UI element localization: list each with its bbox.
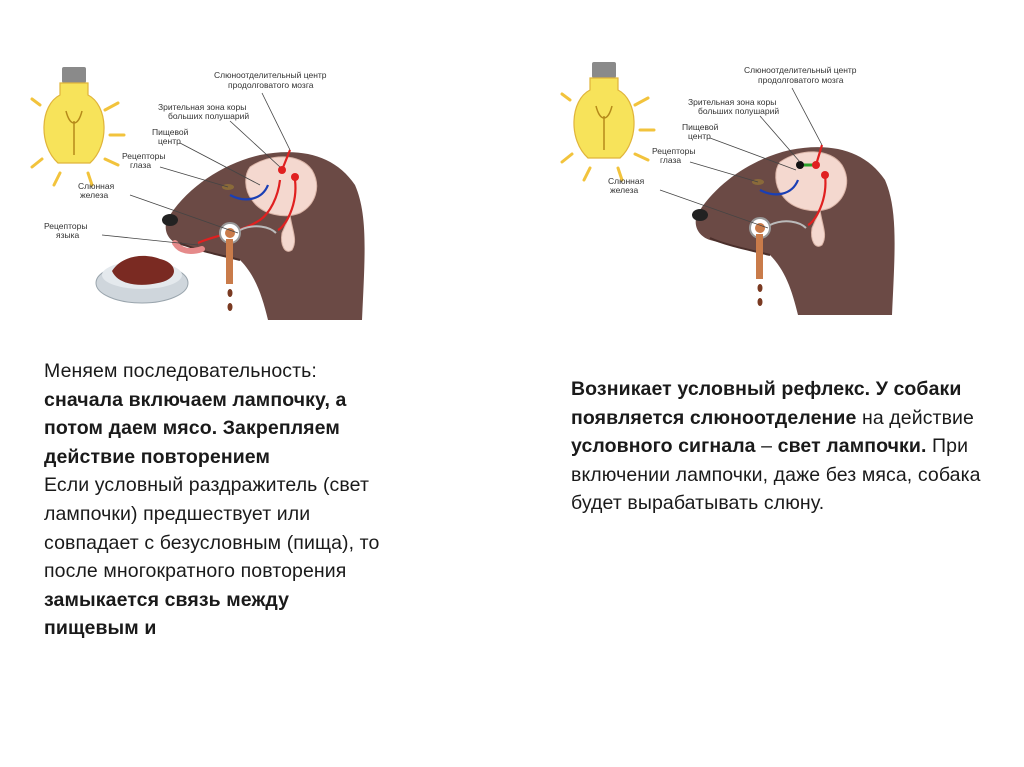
label-salivary-center: Слюноотделительный центр: [214, 70, 327, 80]
dog-head: [692, 147, 895, 315]
meat-bowl: [96, 256, 188, 303]
right-text-b1: Возникает условный рефлекс. У собаки появляется слюноотделение: [571, 378, 962, 429]
label-eye-receptors-2: глаза: [130, 160, 152, 170]
label-salivary-center-2: продолговатого мозга: [228, 80, 314, 90]
right-description: [571, 375, 991, 518]
visual-zone-node: [796, 161, 804, 169]
label-eye-receptors: Рецепторы: [652, 146, 696, 156]
left-text-p1: Меняем последовательность:: [44, 360, 317, 382]
label-tongue-receptors-2: языка: [56, 230, 80, 240]
left-description: [44, 357, 384, 643]
label-visual-zone: Зрительная зона коры: [688, 97, 777, 107]
food-center-node: [278, 166, 286, 174]
light-bulb-icon: [32, 67, 124, 185]
label-salivary-gland-2: железа: [80, 190, 109, 200]
label-visual-zone: Зрительная зона коры: [158, 102, 247, 112]
label-salivary-gland: Слюнная: [78, 181, 115, 191]
left-text-p2: Если условный раздражитель (свет лампочки) предшествует или совпадает с безусловным (пища), то после многократного повторения: [44, 474, 380, 583]
dog-head: [162, 152, 365, 320]
label-salivary-gland: Слюнная: [608, 176, 645, 186]
label-food-center-2: центр: [688, 131, 711, 141]
right-text-t2: –: [755, 435, 778, 458]
diagram-svg: [560, 50, 900, 320]
salivary-center-node: [821, 171, 829, 179]
right-text-b2: условного сигнала: [571, 435, 756, 458]
label-visual-zone-2: больших полушарий: [168, 111, 250, 121]
dog-diagram-unconditioned: [30, 55, 370, 325]
label-eye-receptors-2: глаза: [660, 155, 682, 165]
label-visual-zone-2: больших полушарий: [698, 106, 780, 116]
label-eye-receptors: Рецепторы: [122, 151, 166, 161]
label-salivary-center-2: продолговатого мозга: [758, 75, 844, 85]
label-salivary-gland-2: железа: [610, 185, 639, 195]
diagram-svg: [30, 55, 370, 325]
label-food-center-2: центр: [158, 136, 181, 146]
label-food-center: Пищевой: [682, 122, 719, 132]
left-text-p2-bold: замыкается связь между пищевым и: [44, 588, 290, 640]
label-food-center: Пищевой: [152, 127, 189, 137]
salivary-center-node: [291, 173, 299, 181]
label-tongue-receptors: Рецепторы: [44, 221, 88, 231]
right-text-b3: свет лампочки.: [777, 435, 927, 458]
right-text-t3: При включении лампочки, даже без мяса, собака будет вырабатывать слюну.: [571, 435, 981, 515]
left-text-p1-bold: сначала включаем лампочку, а потом даем мясо. Закрепляем действие повторением: [44, 388, 347, 468]
light-bulb-icon: [562, 62, 654, 180]
dog-diagram-conditioned: [560, 50, 900, 320]
food-center-node: [812, 161, 820, 169]
right-text-t1: на действие: [856, 406, 974, 429]
label-salivary-center: Слюноотделительный центр: [744, 65, 857, 75]
